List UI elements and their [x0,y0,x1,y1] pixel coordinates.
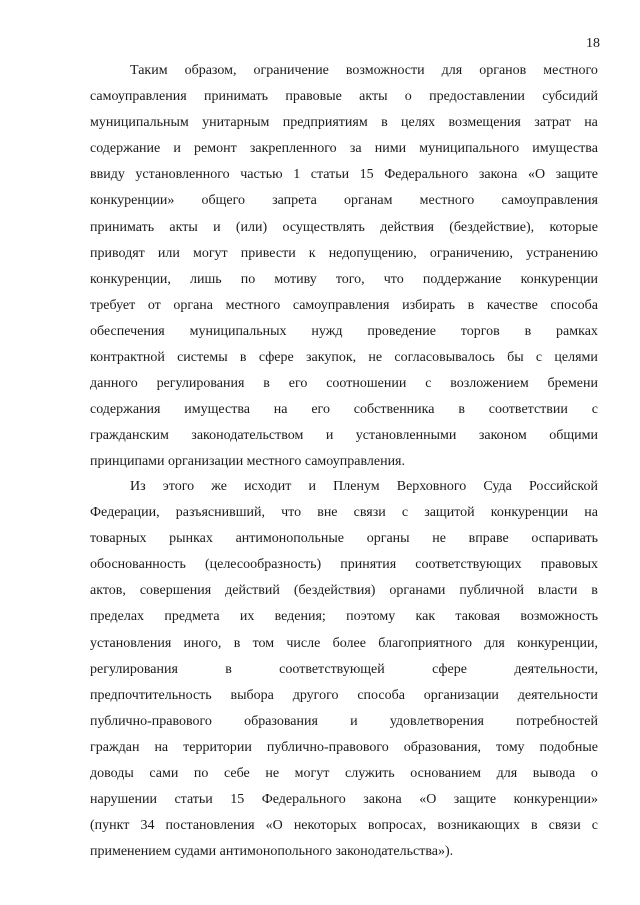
word: тому [496,739,525,755]
word: по [193,766,209,782]
word: конкуренции, [90,271,171,287]
word: соответствующих [415,557,522,573]
word: осуществлять [282,219,365,235]
text-line [90,84,598,110]
word: установленного [135,167,230,183]
word: предприятиям [282,115,368,131]
word: числе [286,635,321,651]
word: в [263,376,270,392]
word: или [157,245,180,261]
word: возникающих [437,818,520,834]
word: в [458,402,465,418]
word: законодательством [191,428,304,444]
word: муниципального [419,141,520,157]
word: содержание [90,141,161,157]
word: принципами организации местного самоуправления. [90,454,405,470]
word: в [524,323,532,339]
word: основанием [410,766,482,782]
word: их [239,609,255,625]
word: защитой [424,505,475,521]
word: благоприятного [378,635,473,651]
word: качестве [486,297,538,313]
word: Федерального [384,167,469,183]
word: собственника [353,402,435,418]
word: закона [478,167,518,183]
word: в [381,115,388,131]
word: некоторых [293,818,357,834]
text-line [90,267,598,293]
word: 15 [230,792,245,808]
word: Федерации, [90,505,160,521]
word: обеспечения [90,323,165,339]
text-line [90,215,598,241]
word: ввиду [90,167,125,183]
word: актов, [90,583,126,599]
word: контрактной [90,350,165,366]
word: по [240,271,256,287]
word: с [425,376,432,392]
word: общего [201,193,245,209]
word: 1 [293,167,301,183]
text-line [90,500,598,526]
word: ними [374,141,407,157]
word: власти [537,583,578,599]
word: вопросах, [367,818,427,834]
word: «О [265,818,283,834]
word: затрат [534,115,571,131]
word: этого [162,479,195,494]
word: регулирования [90,661,178,677]
word: унитарным [202,115,270,131]
word: рамках [556,323,598,339]
word: «О [419,792,437,808]
word: согласовывалось [394,350,495,366]
word: применением судами антимонопольного законодательства»). [90,844,454,860]
word: с [535,350,543,366]
word: деятельности [517,687,598,703]
word: акты [169,219,198,235]
word: недопущению, [328,245,417,261]
word: имущества [184,402,250,418]
word: гражданским [90,428,169,444]
word: поэтому [346,609,396,625]
word: публичной [459,583,524,599]
word: имущества [532,141,598,157]
word: самоуправления [90,89,187,105]
word: не [265,766,280,782]
word: муниципальным [90,115,189,131]
word: (бездействия) [293,583,376,599]
text-line [90,709,598,735]
word: о [590,766,598,782]
word: образом, [184,63,237,78]
word: конкуренции» [90,193,175,209]
word: себе [224,766,250,782]
word: нужд [311,323,343,339]
word: (целесообразность) [204,557,322,573]
word: публично-правового [266,739,389,755]
word: конкуренции [490,505,569,521]
word: защите [453,792,497,808]
word: местного [225,297,281,313]
text-line [90,657,598,683]
word: целях [401,115,436,131]
word: вне [317,505,338,521]
word: самоуправления [292,297,390,313]
word: и [350,713,358,729]
word: на [273,402,288,418]
word: удовлетворения [389,713,484,729]
word: установления [90,635,172,651]
word: 15 [359,167,374,183]
word: на [584,505,598,521]
word: и [325,428,334,444]
word: бремени [547,376,598,392]
text-line [90,136,598,162]
text-line [90,604,598,630]
word: антимонопольные [235,531,345,547]
word: возложением [450,376,529,392]
word: торгов [460,323,500,339]
text-line [90,813,598,839]
word: соотношении [326,376,407,392]
word: системы [177,350,228,366]
word: граждан [90,739,140,755]
word: регулирования [156,376,245,392]
word: субсидий [542,89,598,105]
text-line [90,631,598,657]
word: принимать [203,89,269,105]
word: конкуренции, [517,635,598,651]
word: не [368,350,383,366]
word: Таким [130,63,168,78]
word: (пункт [90,818,130,834]
word: связи [353,505,386,521]
word: акты [359,89,388,105]
word: организации [423,687,499,703]
text-line [90,58,598,84]
word: предмета [164,609,220,625]
word: другого [292,687,339,703]
text-line [90,241,598,267]
word: органов [479,63,527,78]
word: в [530,818,538,834]
text-line [90,423,598,449]
word: разъяснивший, [175,505,265,521]
word: органы [366,531,410,547]
word: ремонт [194,141,237,157]
word: органами [389,583,446,599]
word: «О [527,167,546,183]
word: проведение [367,323,436,339]
word: его [288,376,308,392]
word: ведения; [274,609,326,625]
word: правовые [285,89,342,105]
text-line [90,552,598,578]
word: того, [335,271,365,287]
word: вправе [468,531,509,547]
word: оспаривать [531,531,598,547]
text-line [90,162,598,188]
word: законом [478,428,527,444]
word: целями [554,350,598,366]
word: с [401,505,409,521]
word: действия [380,219,434,235]
word: в [233,635,241,651]
word: данного [90,376,138,392]
word: служить [345,766,395,782]
word: возможность [520,609,598,625]
word: с [591,402,598,418]
word: возмещения [448,115,521,131]
word: на [584,115,598,131]
word: Суда [483,479,512,494]
word: статьи [174,792,213,808]
word: и [173,141,181,157]
word: Верховного [396,479,467,494]
word: обоснованность [90,557,186,573]
word: сами [149,766,179,782]
word: (бездействие), [449,219,535,235]
word: в [225,661,232,677]
word: правовых [540,557,598,573]
word: публично-правового [90,713,212,729]
word: органа [173,297,214,313]
word: предпочтительность [90,687,212,703]
text-line [90,397,598,423]
text-line [90,188,598,214]
word: ограничению, [429,245,513,261]
text-line [90,578,598,604]
word: с [591,818,598,834]
word: в [467,297,475,313]
word: в [591,583,598,599]
word: же [211,479,227,494]
word: в [239,350,247,366]
word: сфере [432,661,467,677]
word: приводят [90,245,145,261]
word: содержания [90,402,161,418]
word: исходит [244,479,292,494]
word: сфере [258,350,294,366]
word: от [147,297,161,313]
word: подобные [539,739,598,755]
word: совершения [139,583,212,599]
text-line [90,735,598,761]
word: закрепленного [249,141,337,157]
word: к [308,245,316,261]
word: Пленум [333,479,380,494]
word: местного [543,63,598,78]
word: частью [240,167,283,183]
word: том [252,635,275,651]
word: как [415,609,436,625]
text-line [90,345,598,371]
word: для [484,635,505,651]
word: территории [183,739,252,755]
paragraph [90,474,598,865]
word: и [308,479,317,494]
word: бы [507,350,524,366]
word: (или) [235,219,268,235]
word: привести [240,245,296,261]
word: Российской [528,479,598,494]
word: его [311,402,330,418]
word: что [281,505,302,521]
word: защите [555,167,598,183]
word: Федерального [261,792,346,808]
word: способа [550,297,598,313]
text-line [90,526,598,552]
word: и [213,219,221,235]
page-number: 18 [586,36,600,51]
text-line [90,474,598,500]
word: за [349,141,362,157]
word: принятия [340,557,397,573]
word: запрета [272,193,317,209]
word: нарушении [90,792,157,808]
word: для [441,63,463,78]
paragraph [90,58,598,476]
word: для [496,766,518,782]
word: самоуправления [501,193,598,209]
word: закупок, [305,350,357,366]
word: связи [548,818,581,834]
text-line [90,371,598,397]
text-line [90,683,598,709]
word: иного, [183,635,222,651]
text-line [90,319,598,345]
word: на [154,739,169,755]
word: могут [192,245,228,261]
word: ограничение [253,63,329,78]
word: доводы [90,766,134,782]
word: устранению [526,245,598,261]
word: мотиву [274,271,317,287]
word: рынках [169,531,213,547]
word: постановления [165,818,255,834]
word: действий [225,583,280,599]
word: что [383,271,404,287]
word: о [404,89,412,105]
word: установленными [355,428,457,444]
word: избирать [402,297,456,313]
word: органам [343,193,393,209]
word: не [432,531,446,547]
word: соответствии [488,402,568,418]
word: деятельности, [514,661,598,677]
word: конкуренции» [513,792,598,808]
word: образования [244,713,318,729]
word: образования, [403,739,482,755]
word: более [332,635,366,651]
word: принимать [90,219,155,235]
text-line [90,839,598,865]
text-line [90,110,598,136]
word: соответствующей [279,661,385,677]
word: 34 [140,818,155,834]
word: местного [419,193,475,209]
word: потребностей [516,713,598,729]
word: конкуренции [520,271,598,287]
word: таковая [455,609,501,625]
text-line [90,293,598,319]
word: выбора [230,687,274,703]
word: пределах [90,609,145,625]
word: закона [363,792,402,808]
word: возможности [345,63,425,78]
word: муниципальных [189,323,287,339]
word: товарных [90,531,147,547]
word: лишь [189,271,222,287]
word: Из [130,479,146,494]
text-line [90,449,598,475]
word: статьи [310,167,350,183]
word: которые [549,219,598,235]
word: общими [549,428,598,444]
word: требует [90,297,136,313]
word: предоставлении [429,89,525,105]
word: способа [357,687,405,703]
text-line [90,787,598,813]
word: поддержание [422,271,502,287]
word: могут [294,766,330,782]
text-line [90,761,598,787]
word: вывода [532,766,576,782]
